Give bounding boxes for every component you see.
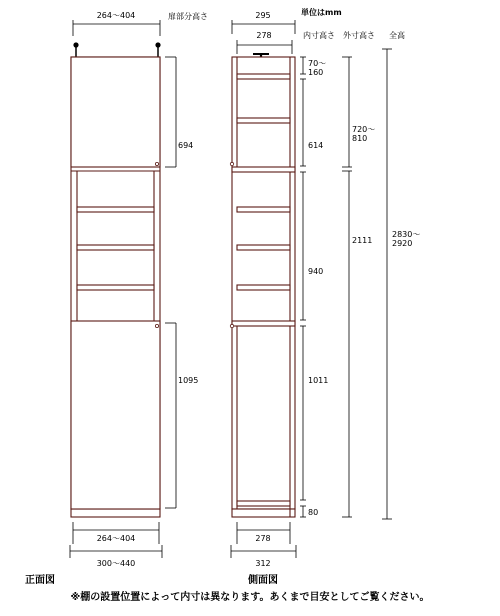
front-shelf-3 bbox=[77, 285, 154, 290]
side-bottom-board bbox=[237, 501, 290, 506]
side-top-board bbox=[237, 74, 290, 79]
side-bottom-hinge-icon bbox=[230, 324, 233, 327]
side-divider-top bbox=[232, 167, 295, 172]
front-bottom-inner-width-label: 264〜404 bbox=[96, 534, 136, 543]
side-top-inner-depth-label: 278 bbox=[256, 31, 272, 40]
outer-upper-label: 720〜 810 bbox=[352, 125, 376, 144]
total-height-label: 2830〜 2920 bbox=[392, 230, 421, 249]
front-bottom-outer-width-label: 300〜440 bbox=[96, 559, 136, 568]
inner-upper-label: 614 bbox=[308, 141, 324, 150]
inner-base-label: 80 bbox=[308, 508, 319, 517]
total-height-dim bbox=[382, 49, 392, 519]
outer-height-dims bbox=[342, 57, 352, 517]
inner-top-label: 70〜 160 bbox=[308, 59, 327, 78]
front-top-door bbox=[71, 57, 160, 167]
total-height-header: 全高 bbox=[389, 31, 405, 40]
inner-lower-label: 1011 bbox=[308, 376, 329, 385]
side-cabinet-body bbox=[232, 57, 295, 509]
front-shelf-2 bbox=[77, 245, 154, 250]
side-shelf-2 bbox=[237, 245, 290, 250]
front-bottom-door bbox=[71, 321, 160, 509]
door-height-header: 扉部分高さ bbox=[168, 12, 208, 21]
inner-height-dims bbox=[300, 57, 306, 517]
side-divider-bottom bbox=[232, 321, 295, 326]
side-top-outer-depth-label: 295 bbox=[255, 11, 271, 20]
side-view-caption: 側面図 bbox=[248, 575, 278, 586]
outer-lower-label: 2111 bbox=[352, 236, 373, 245]
front-top-width-label: 264〜404 bbox=[96, 11, 136, 20]
outer-height-header: 外寸高さ bbox=[343, 31, 375, 40]
side-bottom-outer-depth-label: 312 bbox=[255, 559, 271, 568]
door-top-height-label: 694 bbox=[178, 141, 194, 150]
side-plinth bbox=[232, 509, 295, 517]
front-shelf-1 bbox=[77, 207, 154, 212]
side-shelf-1 bbox=[237, 207, 290, 212]
unit-note: 単位はmm bbox=[301, 8, 342, 17]
footnote: ※棚の設置位置によって内寸は異なります。あくまで目安としてご覧ください。 bbox=[70, 592, 430, 603]
inner-middle-label: 940 bbox=[308, 267, 324, 276]
side-top-hinge-icon bbox=[230, 162, 233, 165]
door-bottom-height-label: 1095 bbox=[178, 376, 199, 385]
side-view bbox=[230, 7, 420, 586]
front-plinth bbox=[71, 509, 160, 517]
side-bottom-inner-depth-label: 278 bbox=[255, 534, 271, 543]
front-view bbox=[25, 11, 208, 586]
inner-height-header: 内寸高さ bbox=[303, 31, 335, 40]
front-view-caption: 正面図 bbox=[25, 575, 55, 586]
pin-left-icon bbox=[73, 42, 78, 57]
side-upper-shelf bbox=[237, 118, 290, 123]
side-shelf-3 bbox=[237, 285, 290, 290]
pin-right-icon bbox=[155, 42, 160, 57]
